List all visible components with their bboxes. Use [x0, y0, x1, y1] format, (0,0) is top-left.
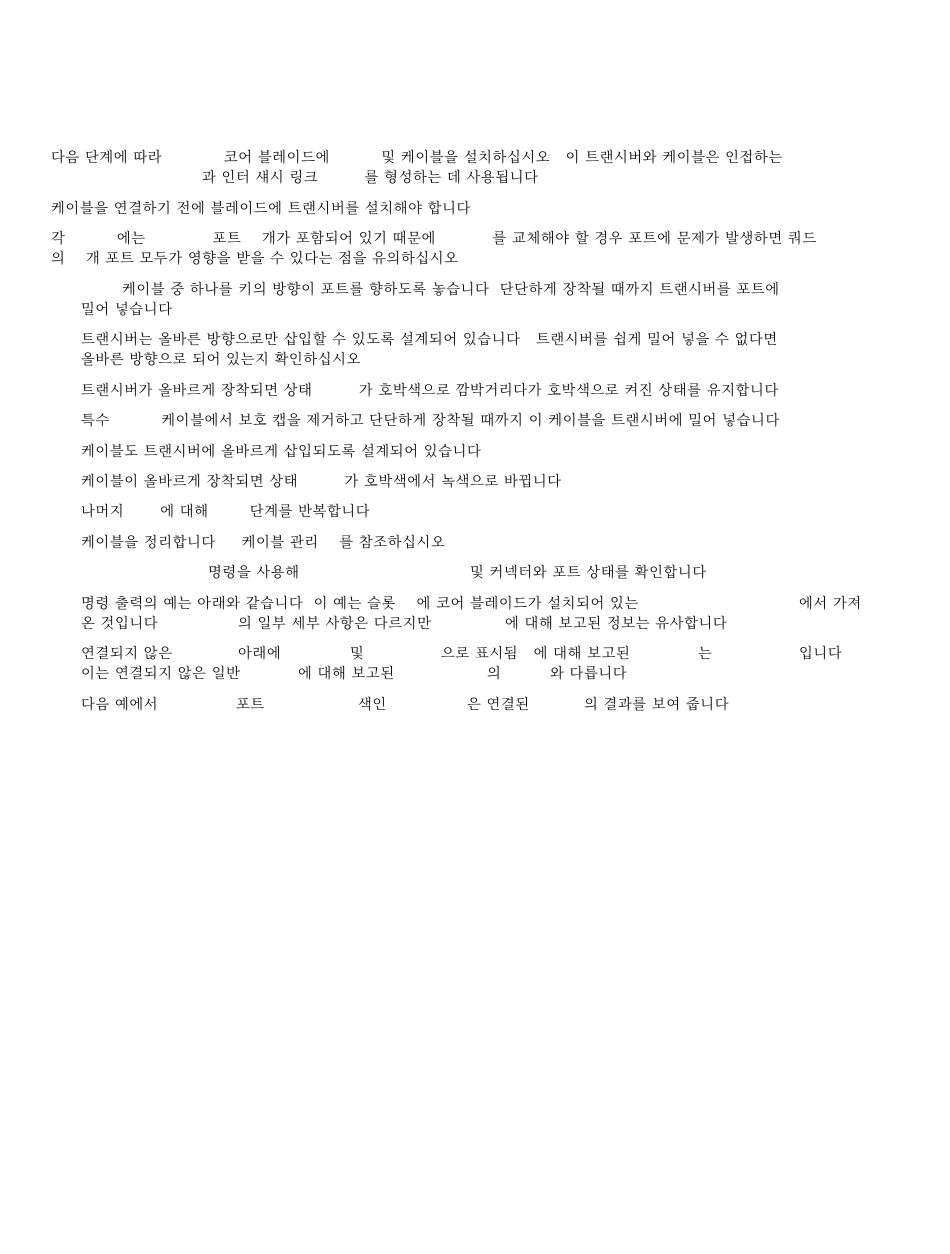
- text-line: 다음 단계에 따라 코어 블레이드에 및 케이블을 설치하십시오 이 트랜시버와 케이블은 인접하는: [51, 150, 783, 166]
- text-fragment: 명령 출력의 예는 아래와 같습니다 이 예는 슬롯 에 코어 블레이드가 설치되어 있는: [81, 596, 639, 612]
- text-line: 케이블을 연결하기 전에 블레이드에 트랜시버를 설치해야 합니다: [51, 201, 471, 217]
- text-fragment: 에 대해 보고된: [298, 666, 395, 682]
- text-fragment: 의: [487, 666, 502, 682]
- text-fragment: 이는 연결되지 않은 일반: [81, 666, 241, 682]
- text-line: 밀어 넣습니다: [81, 302, 173, 318]
- text-fragment: 의 결과를 보여 줍니다: [584, 697, 730, 713]
- text-fragment: 에 대해 보고된 정보는 유사합니다: [505, 616, 728, 632]
- text-line: 특수 케이블에서 보호 캡을 제거하고 단단하게 장착될 때까지 이 케이블을 트랜시버에 밀어 넣습니다: [81, 413, 780, 429]
- text-fragment: 및 커넥터와 포트 상태를 확인합니다: [470, 565, 707, 581]
- text-line: 트랜시버는 올바른 방향으로만 삽입할 수 있도록 설계되어 있습니다 트랜시버를 쉽게 밀어 넣을 수 없다면: [81, 332, 778, 348]
- text-line: 트랜시버가 올바르게 장착되면 상태 가 호박색으로 깜박거리다가 호박색으로 켜진 상태를 유지합니다: [81, 383, 779, 399]
- text-fragment: 으로 표시됨 에 대해 보고된: [441, 646, 631, 662]
- text-fragment: 다음 예에서: [81, 697, 159, 713]
- text-fragment: 와 다릅니다: [550, 666, 628, 682]
- text-fragment: 명령을 사용해: [208, 565, 300, 581]
- text-line: 케이블도 트랜시버에 올바르게 삽입되도록 설계되어 있습니다: [81, 444, 482, 460]
- text-fragment: 온 것입니다: [81, 616, 159, 632]
- text-line: 올바른 방향으로 되어 있는지 확인하십시오: [81, 352, 361, 368]
- text-line: 케이블이 올바르게 장착되면 상태 가 호박색에서 녹색으로 바뀝니다: [81, 474, 562, 490]
- text-fragment: 는: [698, 646, 713, 662]
- text-line: 케이블 중 하나를 키의 방향이 포트를 향하도록 놓습니다 단단하게 장착될 때까지 트랜시버를 포트에: [122, 282, 780, 298]
- text-fragment: 색인: [358, 697, 387, 713]
- text-fragment: 은 연결된: [467, 697, 530, 713]
- text-line: 의 개 포트 모두가 영향을 받을 수 있다는 점을 유의하십시오: [51, 251, 459, 267]
- text-fragment: 입니다: [799, 646, 843, 662]
- text-fragment: 포트: [236, 697, 265, 713]
- text-fragment: 아래에: [238, 646, 282, 662]
- text-line: 각 에는 포트 개가 포함되어 있기 때문에 를 교체해야 할 경우 포트에 문제가 발생하면 쿼드: [51, 231, 817, 247]
- text-fragment: 의 일부 세부 사항은 다르지만: [238, 616, 432, 632]
- text-fragment: 연결되지 않은: [81, 646, 173, 662]
- text-line: 케이블을 정리합니다 케이블 관리 를 참조하십시오: [81, 535, 446, 551]
- text-line: 과 인터 섀시 링크 를 형성하는 데 사용됩니다: [202, 170, 539, 186]
- text-fragment: 및: [350, 646, 365, 662]
- text-line: 나머지 에 대해 단계를 반복합니다: [81, 504, 371, 520]
- text-fragment: 에서 가져: [799, 596, 862, 612]
